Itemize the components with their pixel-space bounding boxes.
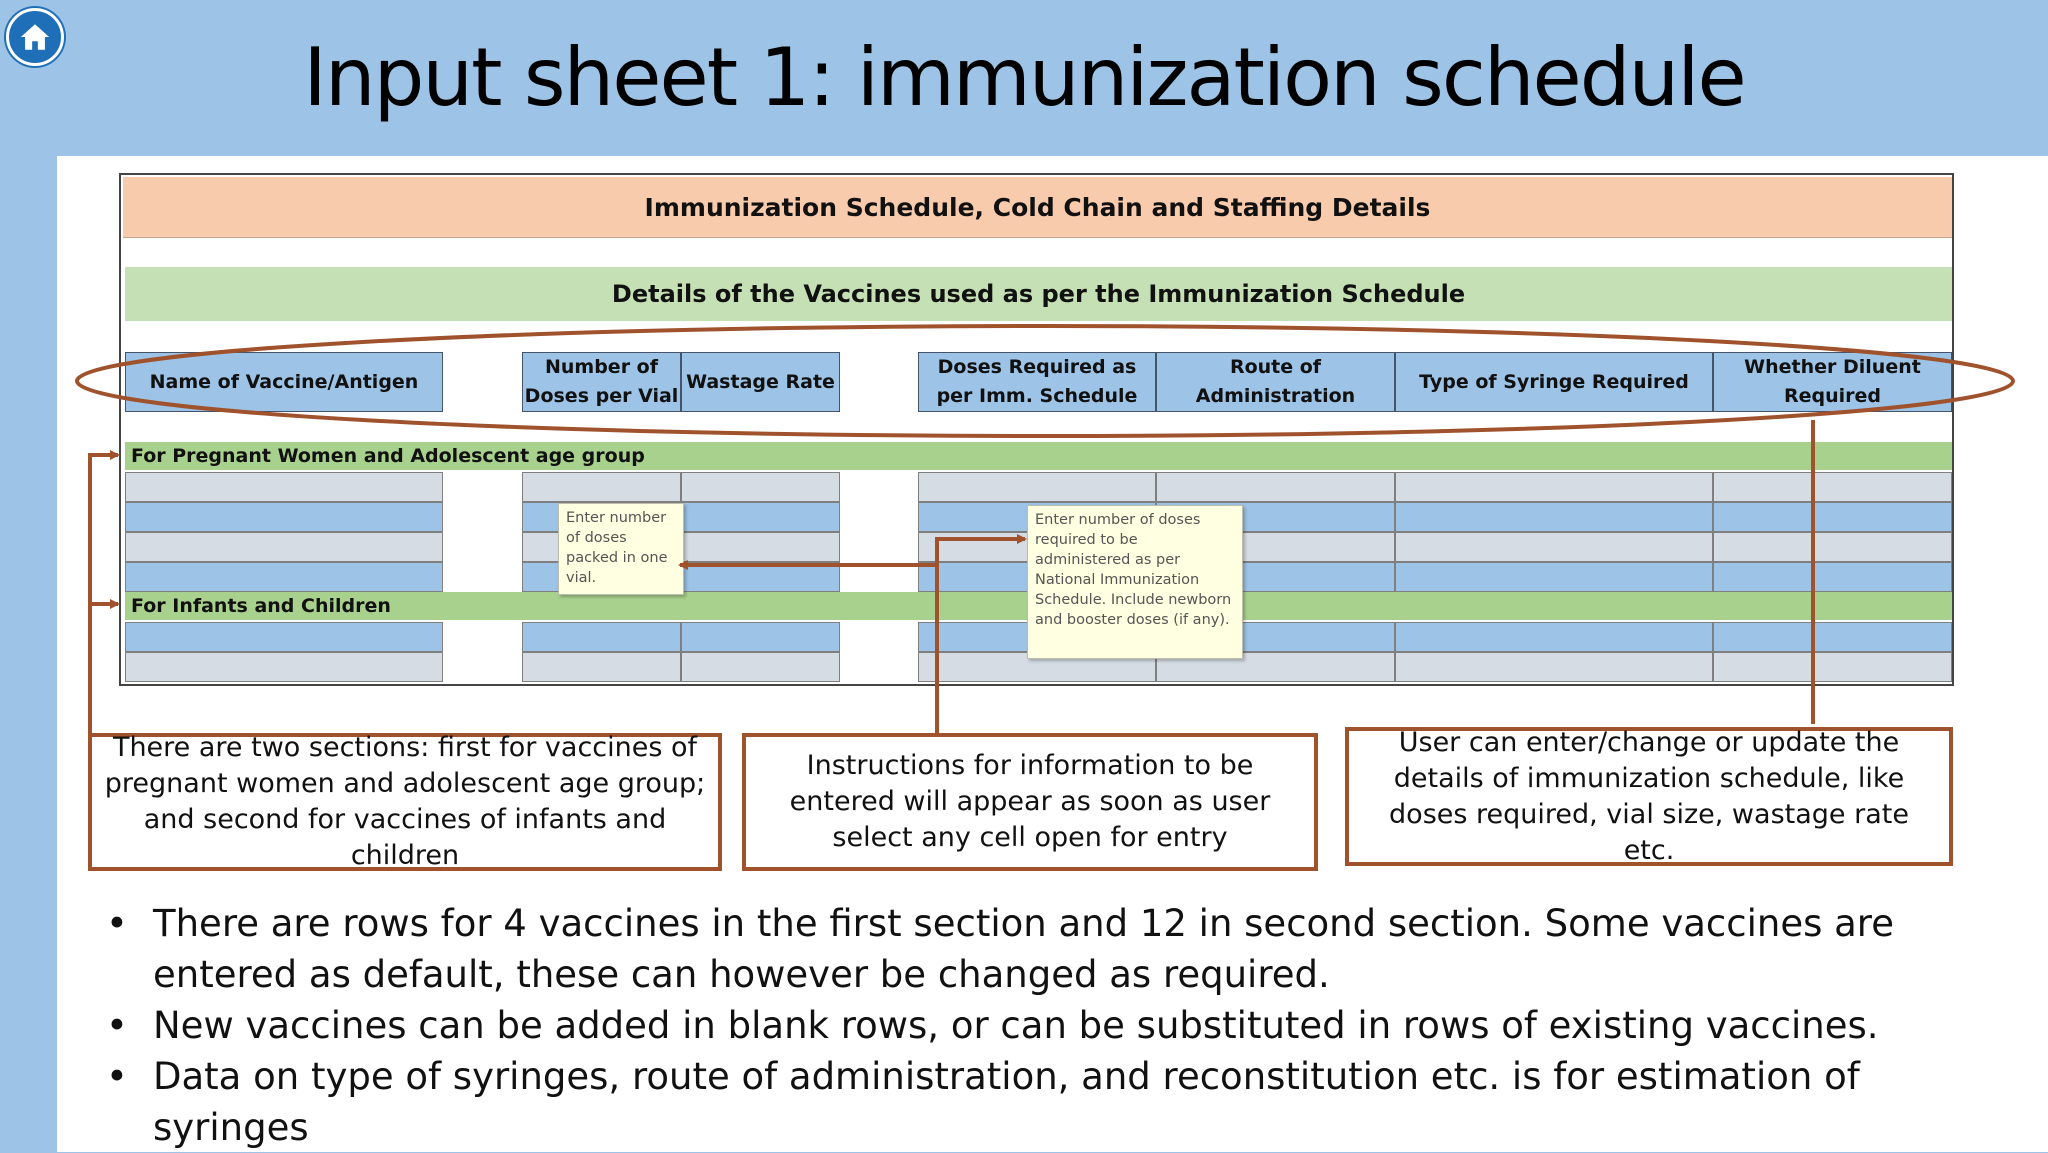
cell[interactable] (681, 562, 840, 592)
col-syringe-type: Type of Syringe Required (1395, 352, 1713, 412)
cell[interactable] (125, 622, 443, 652)
cell[interactable] (1395, 652, 1713, 682)
tooltip-doses-per-vial: Enter number of doses packed in one vial. (558, 503, 684, 595)
cell[interactable] (681, 622, 840, 652)
callout-instructions: Instructions for information to be entered will appear as soon as user select any cell open for entry (742, 733, 1318, 871)
col-wastage-rate: Wastage Rate (681, 352, 840, 412)
callout-user-edit: User can enter/change or update the details of immunization schedule, like doses required, vial size, wastage rate etc. (1345, 727, 1953, 866)
bullet-item: • New vaccines can be added in blank rows, or can be substituted in rows of existing vaccines. (100, 1000, 2000, 1051)
cell[interactable] (681, 472, 840, 502)
cell[interactable] (1395, 502, 1713, 532)
col-doses-required: Doses Required as per Imm. Schedule (918, 352, 1156, 412)
slide-title: Input sheet 1: immunization schedule (303, 31, 1745, 124)
tooltip-doses-required: Enter number of doses required to be administered as per National Immunization Schedule. Include newborn and booster doses (if any). (1027, 505, 1243, 659)
cell[interactable] (1713, 562, 1952, 592)
section-pregnant-women: For Pregnant Women and Adolescent age group (125, 442, 1952, 470)
cell[interactable] (1395, 472, 1713, 502)
col-vaccine-name: Name of Vaccine/Antigen (125, 352, 443, 412)
cell[interactable] (681, 532, 840, 562)
callout-sections: There are two sections: first for vaccines of pregnant women and adolescent age group; and second for vaccines of infants and children (88, 733, 722, 871)
col-doses-per-vial: Number of Doses per Vial (522, 352, 681, 412)
cell[interactable] (522, 622, 681, 652)
cell[interactable] (125, 652, 443, 682)
cell[interactable] (522, 472, 681, 502)
cell[interactable] (1713, 622, 1952, 652)
cell[interactable] (1713, 532, 1952, 562)
col-route: Route of Administration (1156, 352, 1395, 412)
sheet-sub-header: Details of the Vaccines used as per the Immunization Schedule (125, 267, 1952, 321)
cell[interactable] (522, 652, 681, 682)
cell[interactable] (1713, 502, 1952, 532)
cell[interactable] (125, 562, 443, 592)
cell[interactable] (1395, 562, 1713, 592)
sheet-main-header: Immunization Schedule, Cold Chain and Staffing Details (123, 177, 1952, 238)
cell[interactable] (681, 502, 840, 532)
col-diluent: Whether Diluent Required (1713, 352, 1952, 412)
spreadsheet-screenshot (119, 173, 1954, 686)
bullet-list (100, 898, 2000, 1153)
cell[interactable] (1395, 532, 1713, 562)
cell[interactable] (681, 652, 840, 682)
cell[interactable] (1395, 622, 1713, 652)
cell[interactable] (1713, 652, 1952, 682)
cell[interactable] (125, 532, 443, 562)
cell[interactable] (1713, 472, 1952, 502)
cell[interactable] (918, 472, 1156, 502)
section-infants-children: For Infants and Children (125, 592, 1952, 620)
bullet-item: • There are rows for 4 vaccines in the first section and 12 in second section. Some vaccines are entered as default, these can however be changed as required. (100, 898, 2000, 1000)
cell[interactable] (125, 472, 443, 502)
bullet-item: • Data on type of syringes, route of administration, and reconstitution etc. is for estimation of syringes (100, 1051, 2000, 1153)
cell[interactable] (125, 502, 443, 532)
cell[interactable] (1156, 472, 1395, 502)
